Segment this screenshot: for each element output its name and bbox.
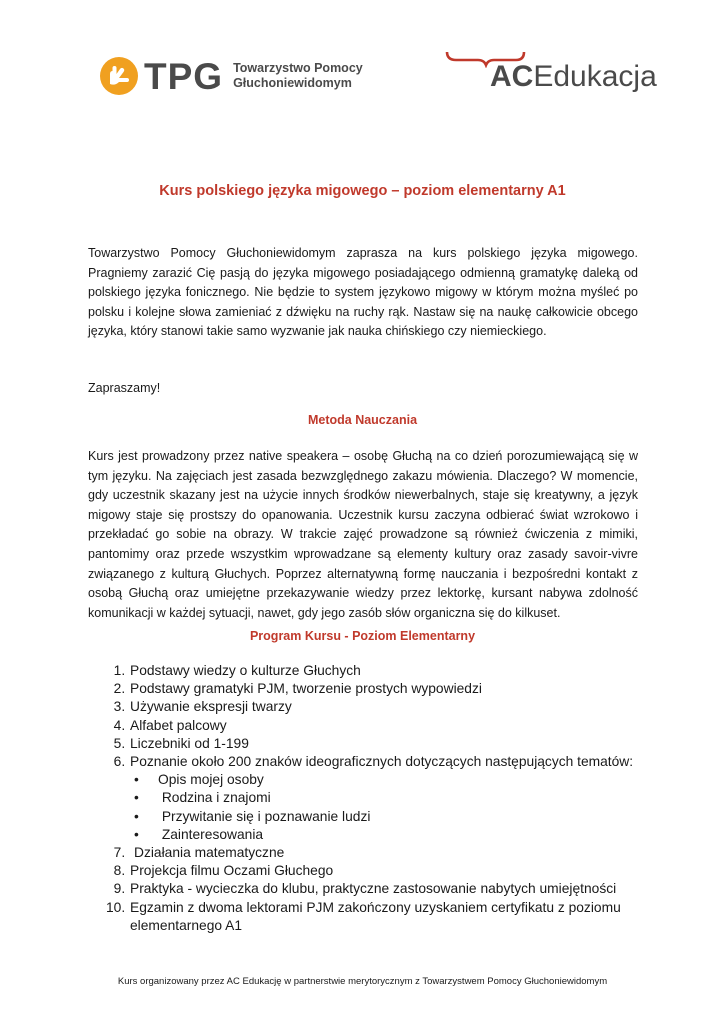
- list-item: 8. Projekcja filmu Oczami Głuchego: [129, 862, 689, 880]
- tpg-hand-icon: [100, 57, 138, 95]
- list-item: 5. Liczebniki od 1-199: [129, 735, 689, 753]
- list-item: 4. Alfabet palcowy: [129, 717, 689, 735]
- list-item: 3. Używanie ekspresji twarzy: [129, 698, 689, 716]
- method-paragraph: Kurs jest prowadzony przez native speakera – osobę Głuchą na co dzień porozumiewającą się w tym języku. Na zajęciach jest zasada bezwzględnego zakazu mówienia. Dlaczego? W momencie, gdy uczestnik skazany jest na użycie innych środków niewerbalnych, staje się kreatywny, a język migowy staje się prostszy do opanowania. Uczestnik kursu zaczyna odbierać świat wzrokowo i przekładać go sobie na obrazy. W trakcie zajęć prowadzone są również ćwiczenia z mimiki, pantomimy oraz przede wszystkim wprowadzane są elementy kultury oraz zasady savoir-vivre związanego z kulturą Głuchych. Poprzez alternatywną formę nauczania i bezpośredni kontakt z osobą Głuchą oraz umiejętne przekazywanie wiedzy przez lektorkę, kursant nabywa zdolność komunikacji w każdej sytuacji, nawet, gdy jego zasób słów organiczna się do kilkuset.: [88, 449, 638, 620]
- acedukacja-logo: [444, 48, 657, 98]
- tpg-logo: [100, 55, 363, 97]
- list-item: 1. Podstawy wiedzy o kulturze Głuchych: [129, 662, 689, 680]
- program-heading: Program Kursu - Poziom Elementarny: [249, 629, 476, 643]
- list-item: 7. Działania matematyczne: [129, 844, 689, 862]
- ace-bold: AC: [490, 60, 534, 93]
- tpg-mark: TPG: [144, 55, 224, 97]
- page-footer: Kurs organizowany przez AC Edukację w partnerstwie merytorycznym z Towarzystwem Pomocy Głuchoniewidomym: [117, 976, 608, 987]
- ace-rest: Edukacja: [533, 60, 657, 93]
- tpg-name-line2: Głuchoniewidomym: [233, 76, 352, 90]
- intro-paragraph: Towarzystwo Pomocy Głuchoniewidomym zaprasza na kurs polskiego języka migowego. Pragniemy zarazić Cię pasją do języka migowego posiadającego odmienną gramatykę daleką od polskiego języka fonicznego. Nie będzie to system językowo migowy w którym można myśleć po polsku i kolejne słowa zamieniać z dźwięku na ruchy rąk. Nastaw się na naukę całkowicie obcego języka, który stanowi takie samo wyzwanie jak nauka chińskiego czy niemieckiego.: [88, 246, 638, 339]
- tpg-name-line1: Towarzystwo Pomocy: [233, 61, 363, 75]
- list-item-text: Poznanie około 200 znaków ideograficznych dotyczących następujących tematów:: [130, 754, 634, 770]
- topic-item: • Opis mojej osoby: [130, 771, 689, 789]
- document-title: Kurs polskiego języka migowego – poziom elementarny A1: [159, 183, 566, 199]
- topic-item: • Zainteresowania: [130, 826, 689, 844]
- program-list: [88, 662, 689, 935]
- method-heading: Metoda Nauczania: [307, 413, 418, 427]
- invite-text: Zapraszamy!: [88, 381, 161, 395]
- topics-list: [130, 771, 689, 844]
- list-item: 2. Podstawy gramatyki PJM, tworzenie prostych wypowiedzi: [129, 680, 689, 698]
- list-item: 10. Egzamin z dwoma lektorami PJM zakończony uzyskaniem certyfikatu z poziomu elementarnego A1: [129, 899, 689, 935]
- tpg-organization-name: [233, 61, 363, 91]
- list-item-topics: [129, 753, 689, 844]
- topic-item: • Rodzina i znajomi: [130, 789, 689, 807]
- list-item: 9. Praktyka - wycieczka do klubu, praktyczne zastosowanie nabytych umiejętności: [129, 880, 689, 898]
- topic-item: • Przywitanie się i poznawanie ludzi: [130, 808, 689, 826]
- acedukacja-wordmark: [490, 62, 657, 92]
